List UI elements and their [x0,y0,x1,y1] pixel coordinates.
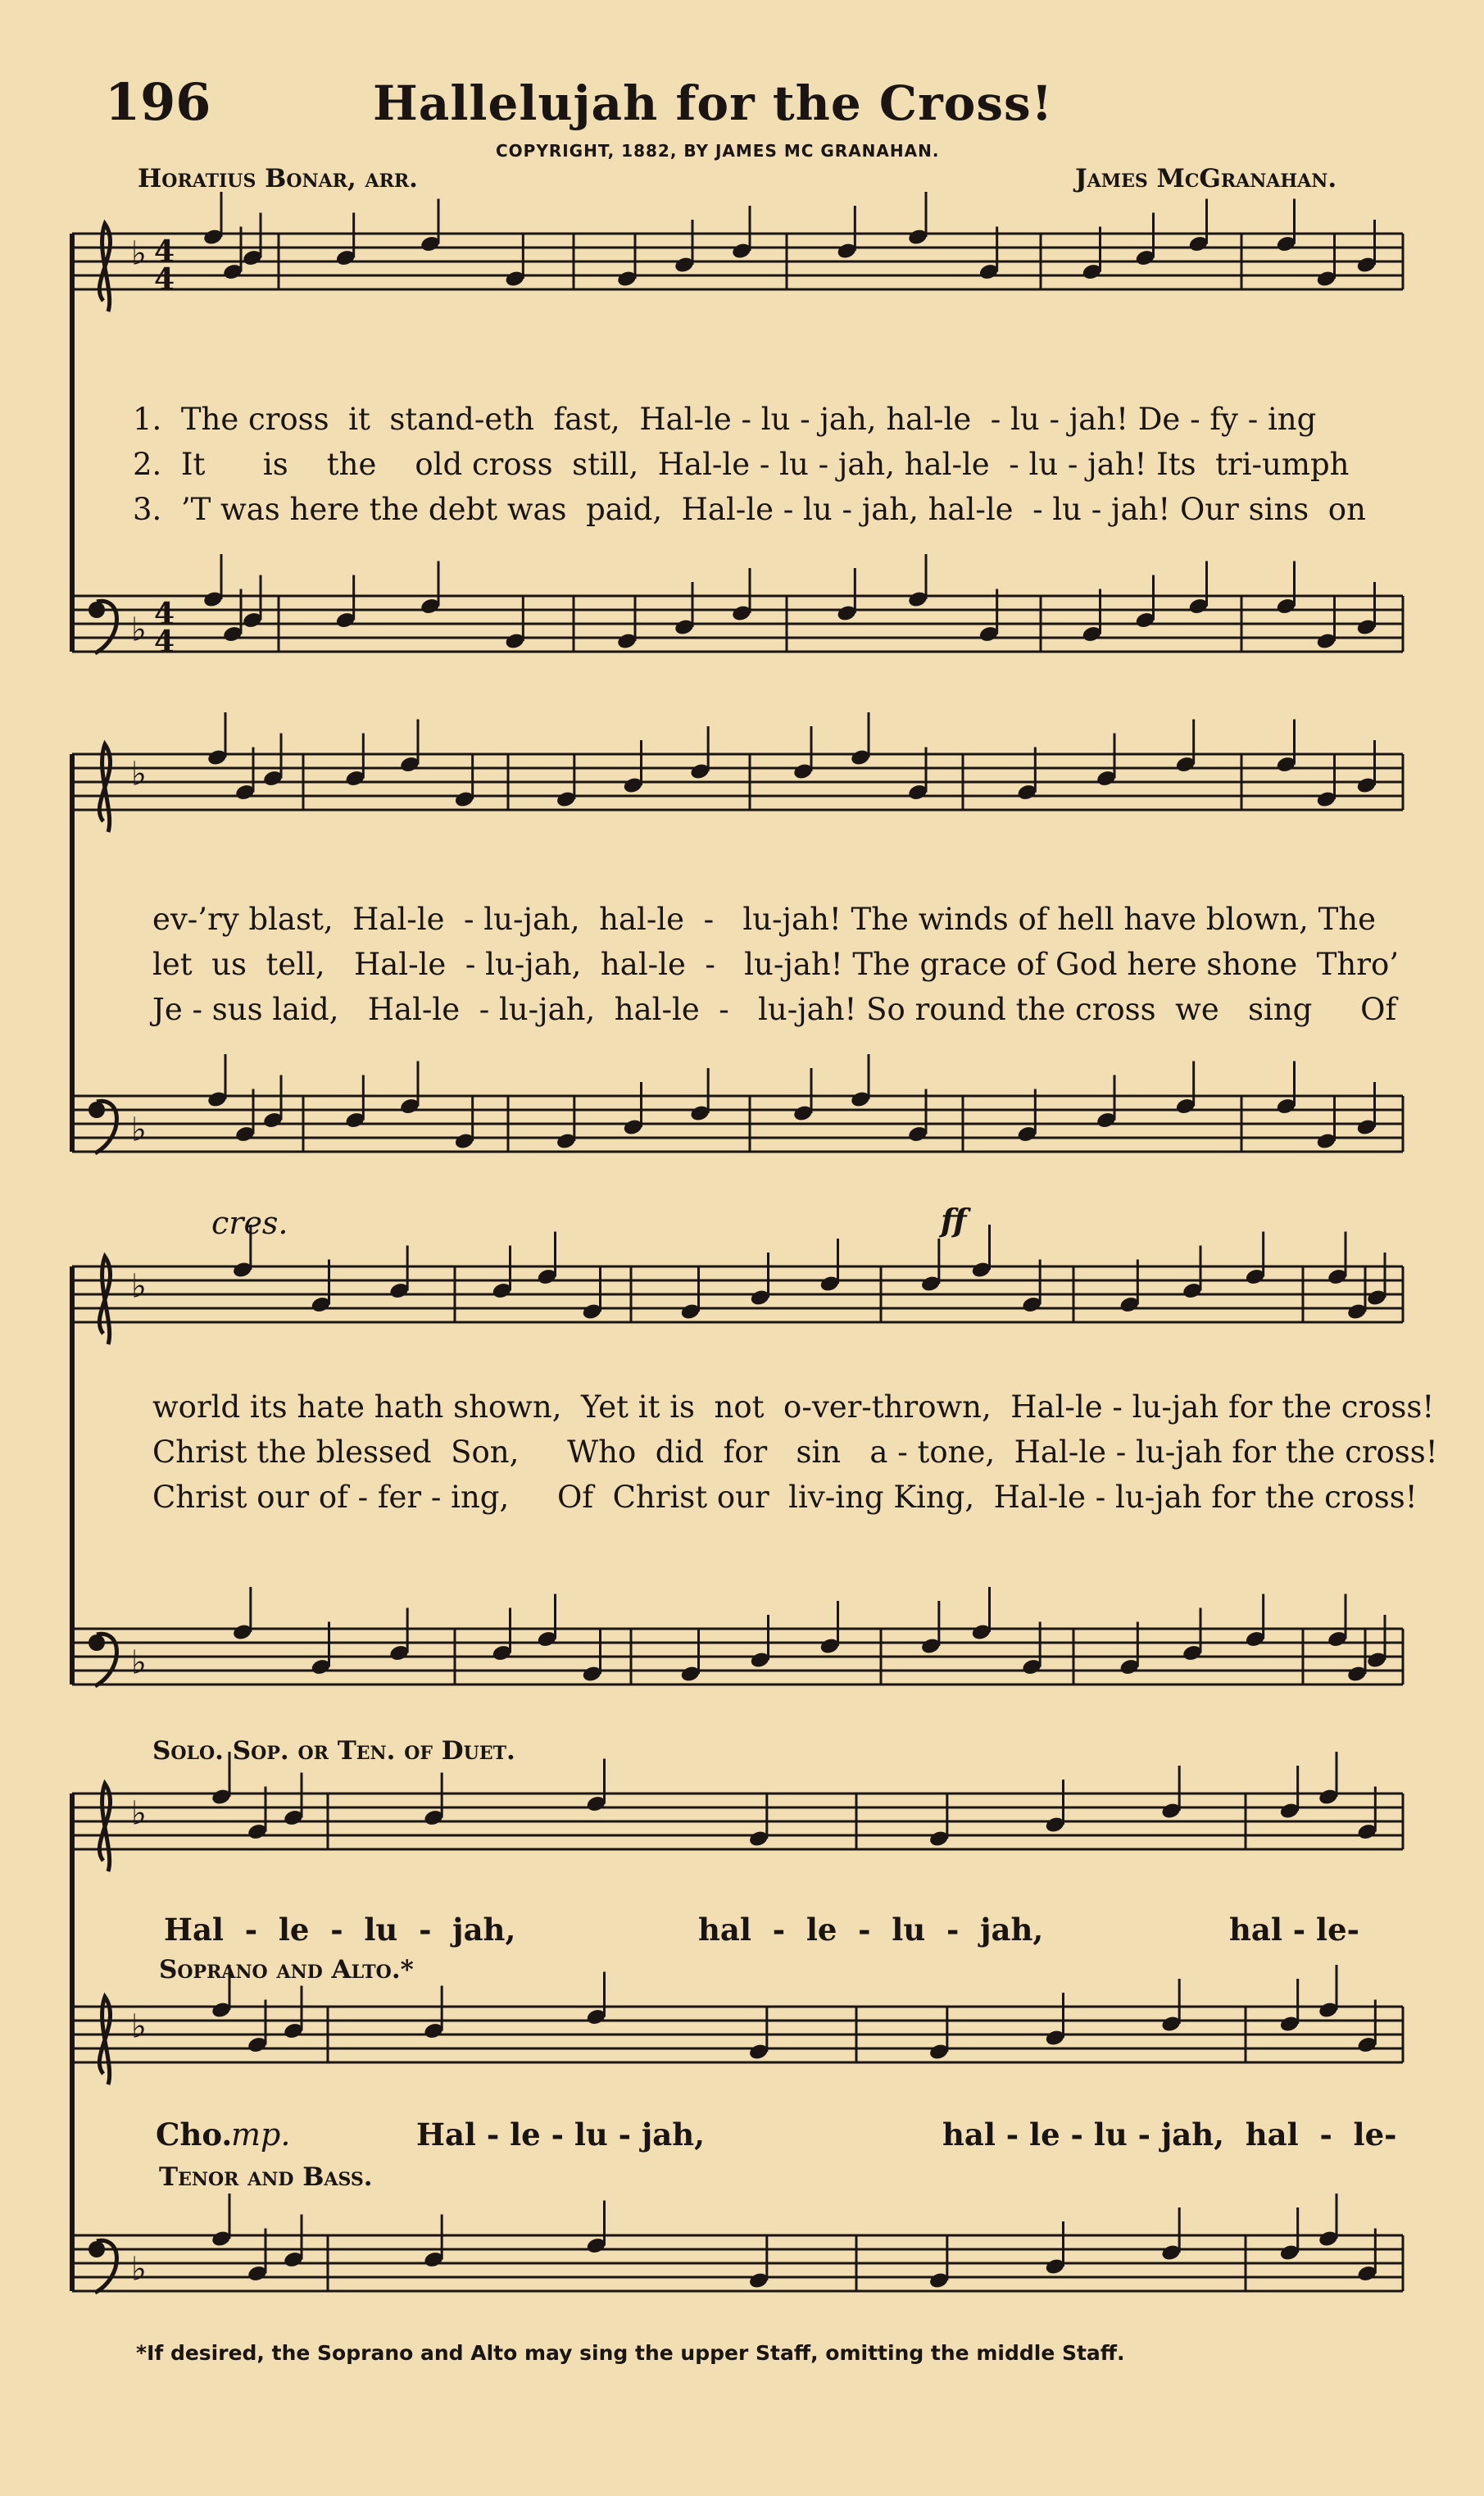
system2-verse2: let us tell, Hal-le - lu-jah, hal-le - lu-jah! The grace of God here shone Thro’ [152,947,1399,982]
flat-key-signature-icon: ♭ [131,611,147,649]
system3-verse2: Christ the blessed Son, Who did for sin a - tone, Hal-le - lu-jah for the cross! [152,1434,1438,1470]
solo-lyric-3: hal - le- [1229,1912,1360,1948]
hymn-title: Hallelujah for the Cross! [373,75,1054,131]
time-signature-top: 4 [154,597,175,631]
solo-label: Solo. Sop. or Ten. of Duet. [152,1736,515,1766]
flat-key-signature-icon: ♭ [131,1644,147,1682]
bass-clef-icon [88,602,105,618]
system3-verse1: world its hate hath shown, Yet it is not o-ver-thrown, Hal-le - lu-jah for the cross! [152,1389,1435,1425]
treble-clef-icon [99,1784,110,1871]
system1-verse1: 1. The cross it stand-eth fast, Hal-le - lu - jah, hal-le - lu - jah! De - fy - ing [133,402,1317,437]
treble-clef-icon [99,224,110,311]
flat-key-signature-icon: ♭ [131,1794,147,1833]
treble-clef-icon [99,744,110,832]
soprano-alto-label: Soprano and Alto.* [159,1955,414,1985]
solo-lyric-2: hal - le - lu - jah, [698,1912,1044,1948]
bass-clef-icon [88,1634,105,1651]
author-credit: Horatius Bonar, arr. [138,164,418,193]
time-signature-top: 4 [154,234,175,269]
flat-key-signature-icon: ♭ [131,1267,147,1306]
flat-key-signature-icon: ♭ [131,234,147,273]
treble-clef-icon [99,1997,110,2085]
flat-key-signature-icon: ♭ [131,2007,147,2046]
time-signature-bottom: 4 [154,262,175,297]
system2-verse1: ev-’ry blast, Hal-le - lu-jah, hal-le - lu-jah! The winds of hell have blown, The [152,902,1377,937]
treble-clef-icon [99,1257,110,1344]
system1-verse2: 2. It is the old cross still, Hal-le - lu - jah, hal-le - lu - jah! Its tri-umph [133,447,1350,482]
chorus-lyric-2: hal - le - lu - jah, hal - le- [942,2116,1397,2153]
dynamic-fortissimo: ff [941,1202,967,1239]
system3-verse3: Christ our of - fer - ing, Of Christ our liv-ing King, Hal-le - lu-jah for the cross! [152,1480,1418,1515]
copyright-notice: COPYRIGHT, 1882, BY JAMES MC GRANAHAN. [496,141,940,161]
composer-credit: James McGranahan. [1075,164,1337,193]
time-signature-bottom: 4 [154,625,175,659]
solo-lyric-1: Hal - le - lu - jah, [164,1912,516,1948]
flat-key-signature-icon: ♭ [131,755,147,793]
chorus-label: Cho. [156,2116,233,2153]
bass-clef-icon [88,2241,105,2257]
bass-clef-icon [88,1102,105,1118]
hymn-number: 196 [105,72,211,132]
flat-key-signature-icon: ♭ [131,2250,147,2289]
chorus-dynamic: mp. [231,2116,291,2153]
system2-verse3: Je - sus laid, Hal-le - lu-jah, hal-le - lu-jah! So round the cross we sing Of [152,992,1397,1027]
footnote: *If desired, the Soprano and Alto may sing the upper Staff, omitting the middle Staff. [136,2341,1125,2365]
dynamic-crescendo: cres. [211,1205,288,1241]
tenor-bass-label: Tenor and Bass. [159,2162,373,2192]
system1-verse3: 3. ’T was here the debt was paid, Hal-le - lu - jah, hal-le - lu - jah! Our sins on [133,492,1366,527]
chorus-lyric-1: Hal - le - lu - jah, [416,2116,706,2153]
flat-key-signature-icon: ♭ [131,1111,147,1149]
